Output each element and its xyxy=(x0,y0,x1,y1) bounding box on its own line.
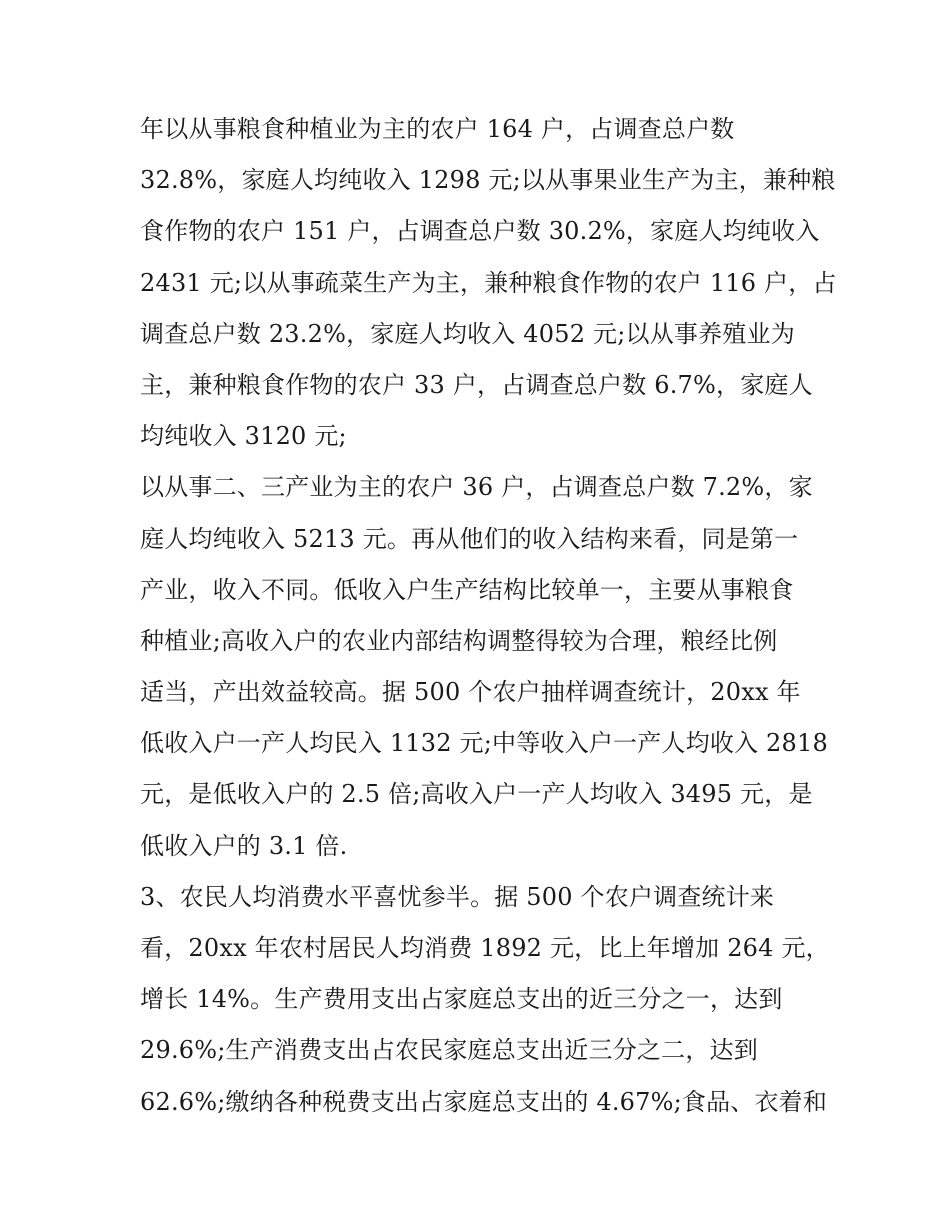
text-line: 元，是低收入户的 2.5 倍;高收入户一产人均收入 3495 元，是 xyxy=(140,780,813,809)
text-line: 32.8%，家庭人均纯收入 1298 元;以从事果业生产为主，兼种粮 xyxy=(140,166,836,195)
text-line: 适当，产出效益较高。据 500 个农户抽样调查统计，20xx 年 xyxy=(140,678,801,707)
text-line: 庭人均纯收入 5213 元。再从他们的收入结构来看，同是第一 xyxy=(140,524,799,553)
text-line: 29.6%;生产消费支出占农民家庭总支出近三分之二，达到 xyxy=(140,1036,758,1065)
text-line: 以从事二、三产业为主的农户 36 户，占调查总户数 7.2%，家 xyxy=(140,473,813,502)
text-line: 3、农民人均消费水平喜忧参半。据 500 个农户调查统计来 xyxy=(140,882,775,911)
text-line: 低收入户一产人均民入 1132 元;中等收入户一产人均收入 2818 xyxy=(140,729,828,758)
text-line: 均纯收入 3120 元; xyxy=(140,422,347,451)
text-line: 调查总户数 23.2%，家庭人均收入 4052 元;以从事养殖业为 xyxy=(140,319,795,348)
text-line: 62.6%;缴纳各种税费支出占家庭总支出的 4.67%;食品、衣着和 xyxy=(140,1087,828,1116)
text-line: 增长 14%。生产费用支出占家庭总支出的近三分之一，达到 xyxy=(140,985,783,1014)
text-line: 食作物的农户 151 户，占调查总户数 30.2%，家庭人均纯收入 xyxy=(140,217,820,246)
text-line: 2431 元;以从事疏菜生产为主，兼种粮食作物的农户 116 户，占 xyxy=(140,268,837,297)
text-line: 主，兼种粮食作物的农户 33 户，占调查总户数 6.7%，家庭人 xyxy=(140,370,813,399)
text-line: 年以从事粮食种植业为主的农户 164 户，占调查总户数 xyxy=(140,115,735,143)
text-line: 产业，收入不同。低收入户生产结构比较单一，主要从事粮食 xyxy=(140,575,794,604)
text-line: 看，20xx 年农村居民人均消费 1892 元，比上年增加 264 元， xyxy=(140,934,830,962)
text-line: 低收入户的 3.1 倍. xyxy=(140,831,348,860)
document-body xyxy=(140,104,837,1128)
text-line: 种植业;高收入户的农业内部结构调整得较为合理，粮经比例 xyxy=(140,626,778,655)
